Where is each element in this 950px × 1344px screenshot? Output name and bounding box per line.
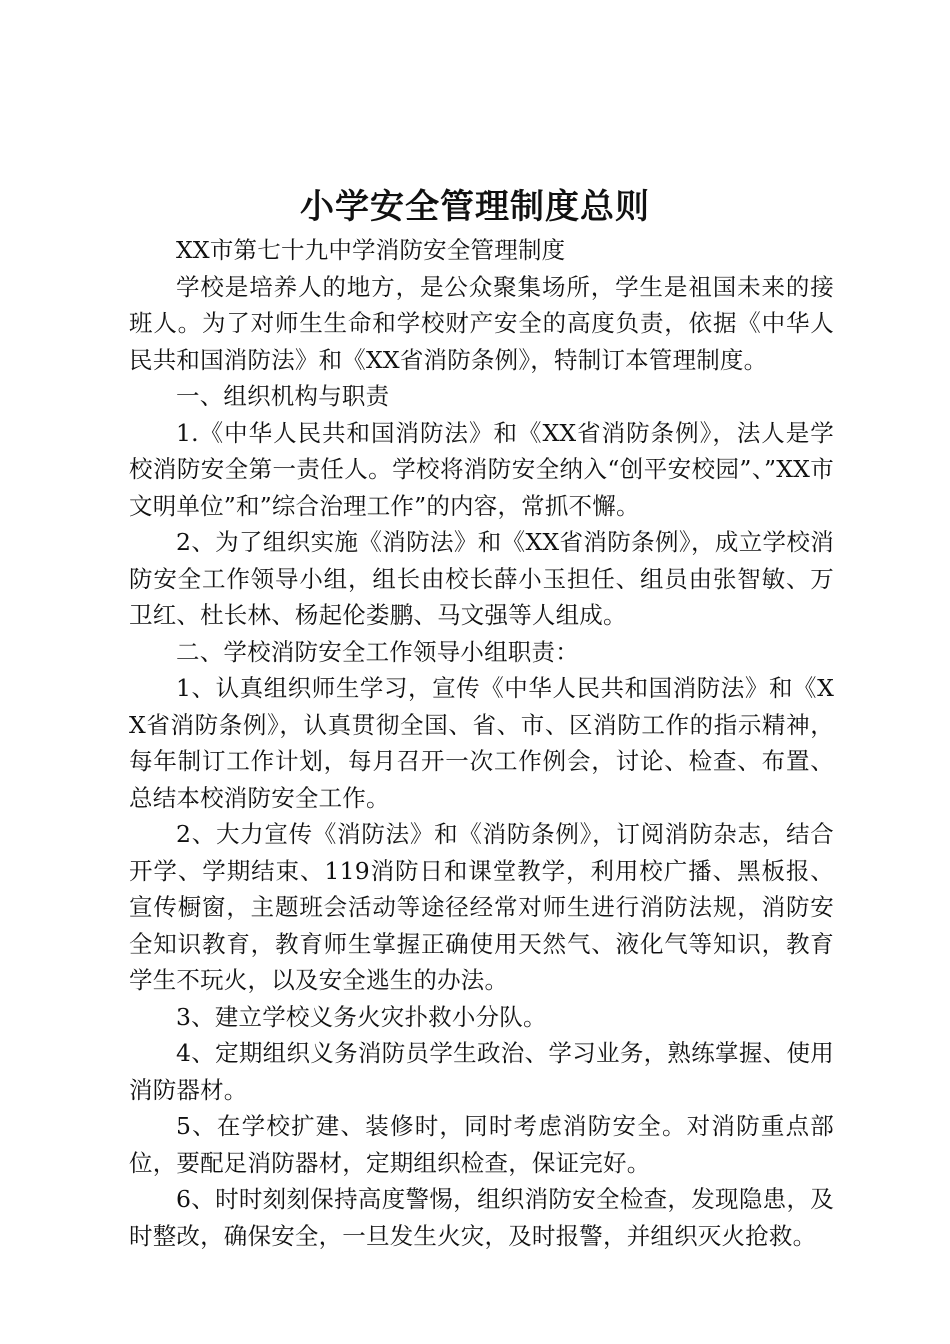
section-1-heading: 一、组织机构与职责 bbox=[176, 382, 390, 410]
section-2-heading: 二、学校消防安全工作领导小组职责： bbox=[176, 637, 579, 666]
section-2-item-1: 1、认真组织师生学习，宣传《中华人民共和国消防法》和《XX省消防条例》，认真贯彻全国、省、市、区消防工作的指示精神，每年制订工作计划，每月召开一次工作例会，讨论、检查、布置、总结本校消防安全工作。 bbox=[129, 674, 834, 812]
document-title: 小学安全管理制度总则 bbox=[300, 187, 650, 227]
school-regulation-heading: XX市第七十九中学消防安全管理制度 bbox=[176, 236, 566, 264]
section-1-item-1: 1.《中华人民共和国消防法》和《XX省消防条例》，法人是学校消防安全第一责任人。学校将消防安全纳入“创平安校园”、”XX市文明单位”和”综合治理工作”的内容，常抓不懈。 bbox=[129, 418, 834, 520]
section-2-item-3: 3、建立学校义务火灾扑救小分队。 bbox=[176, 1002, 547, 1031]
section-2-item-2: 2、大力宣传《消防法》和《消防条例》，订阅消防杂志，结合开学、学期结束、119消防日和课堂教学，利用校广播、黑板报、宣传橱窗，主题班会活动等途径经常对师生进行消防法规，消防安全知识教育，教育师生掌握正确使用天然气、液化气等知识，教育学生不玩火，以及安全逃生的办法。 bbox=[129, 820, 834, 994]
document-body bbox=[129, 232, 834, 1254]
section-1-item-2: 2、为了组织实施《消防法》和《XX省消防条例》，成立学校消防安全工作领导小组，组长由校长薛小玉担任、组员由张智敏、万卫红、杜长林、杨起伦娄鹏、马文强等人组成。 bbox=[129, 528, 834, 629]
section-2-item-4: 4、定期组织义务消防员学生政治、学习业务，熟练掌握、使用消防器材。 bbox=[129, 1039, 834, 1104]
section-2-item-5: 5、在学校扩建、装修时，同时考虑消防安全。对消防重点部位，要配足消防器材，定期组织检查，保证完好。 bbox=[129, 1112, 834, 1177]
intro-paragraph: 学校是培养人的地方，是公众聚集场所，学生是祖国未来的接班人。为了对师生生命和学校财产安全的高度负责，依据《中华人民共和国消防法》和《XX省消防条例》，特制订本管理制度。 bbox=[129, 272, 834, 374]
section-2-item-6: 6、时时刻刻保持高度警惕，组织消防安全检查，发现隐患，及时整改，确保安全，一旦发生火灾，及时报警，并组织灭火抢救。 bbox=[129, 1185, 834, 1250]
